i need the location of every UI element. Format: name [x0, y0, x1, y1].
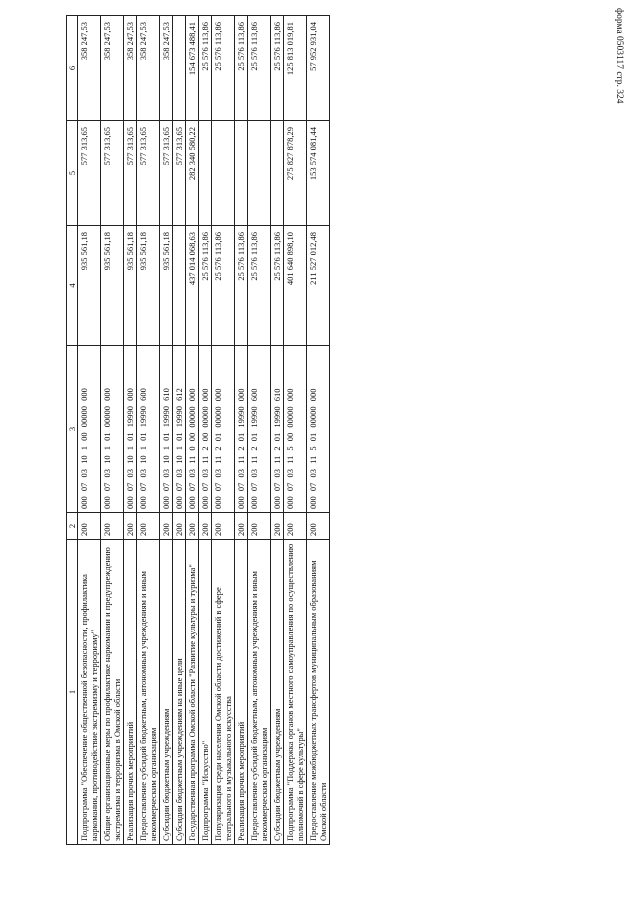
header-row	[67, 16, 78, 845]
row-budget-code-cell: 000 07 03 11 2 01 19990 610	[271, 346, 284, 513]
row-col-4-cell: 25 576 113,86	[212, 226, 235, 346]
table-row	[212, 16, 235, 845]
table-row	[124, 16, 137, 845]
row-col-5-cell: 577 313,65	[124, 121, 137, 226]
row-name-cell: Предоставление субсидий бюджетным, автономным учреждениям и иным некоммерческим организациям	[248, 540, 271, 845]
row-col-6-cell: 25 576 113,86	[212, 16, 235, 121]
row-col-4-cell: 935 561,18	[160, 226, 173, 346]
row-line-code-cell: 200	[212, 513, 235, 540]
row-col-4-cell: 25 576 113,86	[235, 226, 248, 346]
row-line-code-cell: 200	[199, 513, 212, 540]
row-line-code-cell: 200	[248, 513, 271, 540]
row-name-cell: Государственная программа Омской области "Развитие культуры и туризма"	[186, 540, 199, 845]
table-row	[284, 16, 307, 845]
row-budget-code-cell: 000 07 03 11 2 01 00000 000	[212, 346, 235, 513]
row-name-cell: Предоставление субсидий бюджетным, автономным учреждениям и иным некоммерческим организациям	[137, 540, 160, 845]
row-budget-code-cell: 000 07 03 10 1 01 19990 000	[124, 346, 137, 513]
header-col-3: 3	[67, 346, 78, 513]
table-row	[137, 16, 160, 845]
row-col-5-cell	[212, 121, 235, 226]
row-budget-code-cell: 000 07 03 10 1 01 19990 612	[173, 346, 186, 513]
row-name-cell: Субсидии бюджетным учреждениям	[160, 540, 173, 845]
row-col-5-cell: 577 313,65	[101, 121, 124, 226]
row-budget-code-cell: 000 07 03 10 1 01 00000 000	[101, 346, 124, 513]
table-row	[235, 16, 248, 845]
row-line-code-cell: 200	[235, 513, 248, 540]
report-table	[66, 15, 330, 845]
row-line-code-cell: 200	[271, 513, 284, 540]
row-col-4-cell	[173, 226, 186, 346]
header-col-6: 6	[67, 16, 78, 121]
row-col-5-cell: 282 340 580,22	[186, 121, 199, 226]
row-line-code-cell: 200	[160, 513, 173, 540]
row-col-4-cell: 211 527 012,48	[307, 226, 330, 346]
row-line-code-cell: 200	[101, 513, 124, 540]
table-row	[160, 16, 173, 845]
table-row	[173, 16, 186, 845]
table-row	[271, 16, 284, 845]
row-col-6-cell	[173, 16, 186, 121]
row-col-4-cell: 25 576 113,86	[248, 226, 271, 346]
row-line-code-cell: 200	[78, 513, 101, 540]
row-col-5-cell	[235, 121, 248, 226]
row-name-cell: Общие организационные меры по профилактике наркомании и предупреждению экстремизма и терроризма в Омской области	[101, 540, 124, 845]
row-name-cell: Субсидии бюджетным учреждениям на иные цели	[173, 540, 186, 845]
row-col-6-cell: 25 576 113,86	[271, 16, 284, 121]
report-table-rotated	[66, 22, 566, 845]
form-label: форма 0503117 стр. 324	[614, 8, 624, 104]
row-line-code-cell: 200	[284, 513, 307, 540]
row-name-cell: Подпрограмма "Искусство"	[199, 540, 212, 845]
row-col-6-cell: 57 952 931,04	[307, 16, 330, 121]
row-col-5-cell: 577 313,65	[78, 121, 101, 226]
row-budget-code-cell: 000 07 03 10 1 01 19990 610	[160, 346, 173, 513]
row-col-4-cell: 935 561,18	[78, 226, 101, 346]
row-col-4-cell: 935 561,18	[124, 226, 137, 346]
row-line-code-cell: 200	[173, 513, 186, 540]
row-col-6-cell: 358 247,53	[137, 16, 160, 121]
header-col-1: 1	[67, 540, 78, 845]
row-col-5-cell: 577 313,65	[160, 121, 173, 226]
row-name-cell: Подпрограмма "Поддержка органов местного самоуправления по осуществлению полномочий в сфере культуры"	[284, 540, 307, 845]
table-row	[101, 16, 124, 845]
row-col-4-cell: 935 561,18	[137, 226, 160, 346]
header-col-2: 2	[67, 513, 78, 540]
row-col-4-cell: 437 014 068,63	[186, 226, 199, 346]
row-budget-code-cell: 000 07 03 11 2 01 19990 000	[235, 346, 248, 513]
row-col-5-cell: 153 574 081,44	[307, 121, 330, 226]
row-col-6-cell: 358 247,53	[78, 16, 101, 121]
row-name-cell: Субсидии бюджетным учреждениям	[271, 540, 284, 845]
row-col-6-cell: 25 576 113,86	[199, 16, 212, 121]
table-row	[199, 16, 212, 845]
row-line-code-cell: 200	[186, 513, 199, 540]
header-col-5: 5	[67, 121, 78, 226]
row-budget-code-cell: 000 07 03 10 1 00 00000 000	[78, 346, 101, 513]
row-budget-code-cell: 000 07 03 11 5 00 00000 000	[284, 346, 307, 513]
row-col-5-cell	[199, 121, 212, 226]
row-budget-code-cell: 000 07 03 11 2 01 19990 600	[248, 346, 271, 513]
row-budget-code-cell: 000 07 03 11 2 00 00000 000	[199, 346, 212, 513]
row-col-5-cell: 275 827 878,29	[284, 121, 307, 226]
row-name-cell: Реализация прочих мероприятий	[235, 540, 248, 845]
table-row	[248, 16, 271, 845]
row-budget-code-cell: 000 07 03 11 0 00 00000 000	[186, 346, 199, 513]
table-row	[307, 16, 330, 845]
row-line-code-cell: 200	[307, 513, 330, 540]
row-col-4-cell: 401 640 898,10	[284, 226, 307, 346]
row-budget-code-cell: 000 07 03 11 5 01 00000 000	[307, 346, 330, 513]
table-row	[186, 16, 199, 845]
row-col-4-cell: 25 576 113,86	[199, 226, 212, 346]
row-col-4-cell: 25 576 113,86	[271, 226, 284, 346]
row-col-6-cell: 25 576 113,86	[248, 16, 271, 121]
table-row	[78, 16, 101, 845]
row-name-cell: Подпрограмма "Обеспечение общественной безопасности, профилактика наркомании, противодействие экстремизму и терроризму"	[78, 540, 101, 845]
row-col-6-cell: 358 247,53	[101, 16, 124, 121]
row-col-6-cell: 358 247,53	[160, 16, 173, 121]
row-col-6-cell: 125 813 019,81	[284, 16, 307, 121]
row-col-6-cell: 25 576 113,86	[235, 16, 248, 121]
row-name-cell: Реализация прочих мероприятий	[124, 540, 137, 845]
row-name-cell: Предоставление межбюджетных трансфертов муниципальным образованиям Омской области	[307, 540, 330, 845]
row-name-cell: Популяризация среди населения Омской области достижений в сфере театрального и музыкального искусства	[212, 540, 235, 845]
row-col-4-cell: 935 561,18	[101, 226, 124, 346]
row-col-5-cell: 577 313,65	[137, 121, 160, 226]
row-col-5-cell	[248, 121, 271, 226]
row-budget-code-cell: 000 07 03 10 1 01 19990 600	[137, 346, 160, 513]
row-line-code-cell: 200	[124, 513, 137, 540]
row-col-5-cell: 577 313,65	[173, 121, 186, 226]
header-col-4: 4	[67, 226, 78, 346]
row-line-code-cell: 200	[137, 513, 160, 540]
row-col-6-cell: 358 247,53	[124, 16, 137, 121]
row-col-6-cell: 154 673 488,41	[186, 16, 199, 121]
row-col-5-cell	[271, 121, 284, 226]
